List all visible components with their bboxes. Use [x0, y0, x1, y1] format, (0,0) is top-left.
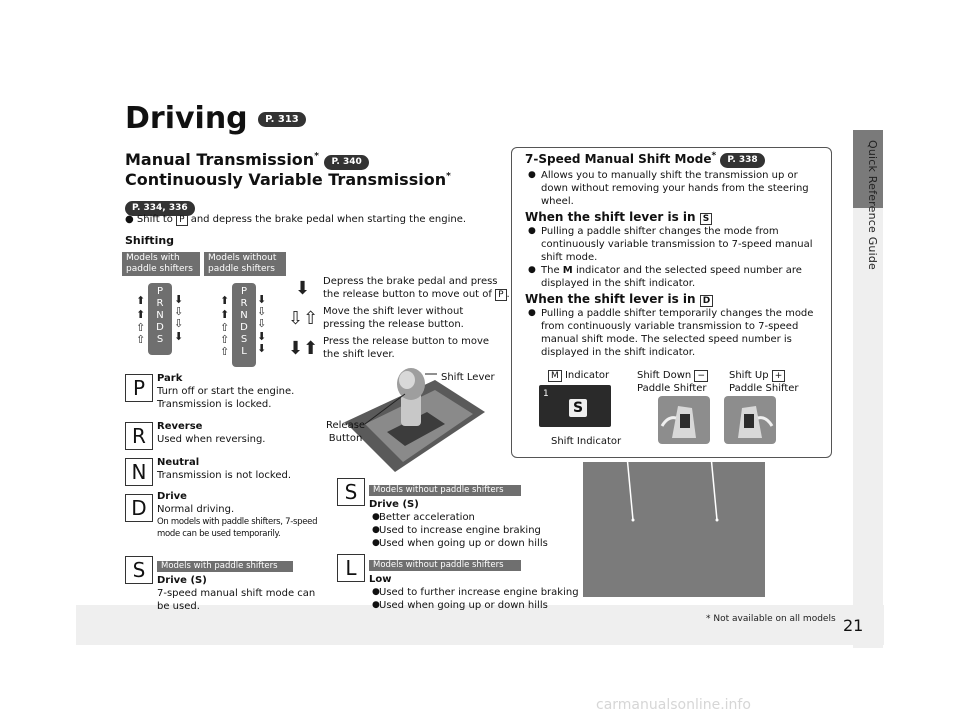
callout-ref[interactable]: P. 338 — [720, 153, 764, 168]
arrow-up-solid-icon: ⬆ — [136, 308, 146, 321]
line: shift mode. — [541, 252, 598, 263]
label-text: Indicator — [564, 370, 610, 381]
arrow-down-outline-icon: ⇩ — [174, 305, 184, 318]
arrow-down-solid-icon: ⬇ — [174, 330, 184, 343]
shift-down-label — [637, 369, 708, 395]
gear-title: Drive (S) — [369, 499, 419, 510]
arrow-down-solid-icon: ⬇ — [257, 342, 267, 355]
line-text: indicator and the selected speed number are — [575, 265, 802, 276]
models-header: Models without paddle shifters — [369, 485, 521, 496]
gate-letter: S — [156, 334, 164, 345]
arrows-solid-icon: ⬇⬆ — [288, 338, 319, 359]
line: ● Allows you to manually shift the transmission up or — [541, 170, 798, 181]
gear-sport-without — [369, 477, 548, 550]
shift-lever-label: Shift Lever — [441, 372, 495, 383]
gear-desc: Transmission is not locked. — [157, 470, 292, 481]
tag-line: paddle shifters — [208, 264, 275, 274]
bullet-text: Used when going up or down hills — [379, 600, 548, 611]
gear-desc: Transmission is locked. — [157, 399, 272, 410]
gear-d-box: D — [125, 494, 153, 522]
shift-indicator-label: Shift Indicator — [551, 436, 622, 447]
gear-title: Neutral — [157, 457, 200, 468]
line: displayed in the shift indicator. — [541, 347, 696, 358]
key-d: D — [700, 295, 713, 307]
gear-bullet — [369, 511, 548, 524]
bullet-text: Better acceleration — [379, 512, 475, 523]
arrow-up-outline-icon: ⇧ — [136, 321, 146, 334]
arrow-up-solid-icon: ⬆ — [136, 294, 146, 307]
gear-reverse — [157, 421, 265, 446]
key-minus: − — [694, 370, 708, 382]
line: ● Pulling a paddle shifter changes the mode from — [541, 226, 779, 237]
gear-title: Park — [157, 373, 183, 384]
shift-up-paddle-icon — [724, 396, 776, 444]
label-line: Release — [326, 420, 366, 431]
gear-s-box: S — [337, 478, 365, 506]
key-s: S — [700, 213, 712, 225]
callout-bullet — [525, 307, 825, 359]
key-plus: + — [772, 370, 786, 382]
gate-letter: R — [240, 298, 248, 309]
manual-transmission-text: Manual Transmission — [125, 150, 315, 169]
release-button-label — [326, 419, 365, 445]
instr-line: Press the release button to move — [323, 336, 490, 347]
gate-letter: L — [241, 346, 247, 357]
side-tab-label: Quick Reference Guide — [866, 140, 879, 270]
footnote: * Not available on all models — [706, 614, 836, 624]
label-line: Paddle Shifter — [729, 383, 799, 394]
arrow-down-solid-icon: ⬇ — [257, 293, 267, 306]
arrow-down-outline-icon: ⇩ — [257, 305, 267, 318]
models-header: Models without paddle shifters — [369, 560, 521, 571]
arrow-down-outline-icon: ⇩ — [257, 317, 267, 330]
arrow-down-solid-icon: ⬇ — [257, 330, 267, 343]
label-line: Paddle Shifter — [637, 383, 707, 394]
page-title-ref[interactable]: P. 313 — [258, 112, 306, 127]
gear-desc: Normal driving. — [157, 504, 235, 515]
arrow-up-solid-icon: ⬆ — [220, 308, 230, 321]
label-text: Shift Up — [729, 370, 769, 381]
subhead-text: When the shift lever is in — [525, 292, 696, 306]
tag-line: paddle shifters — [126, 264, 193, 274]
bullet-dot: ● — [125, 214, 134, 225]
gear-note: mode can be used temporarily. — [157, 529, 281, 539]
instruction-3 — [323, 335, 523, 361]
line: ● Pulling a paddle shifter temporarily changes the mode — [541, 308, 814, 319]
gate-letter: R — [156, 298, 164, 309]
arrow-up-solid-icon: ⬆ — [220, 294, 230, 307]
instr-line: the release button to move out of P . — [323, 289, 510, 300]
gate-letter: P — [156, 286, 164, 297]
instr-line: the shift lever. — [323, 349, 395, 360]
asterisk: * — [314, 151, 319, 162]
callout-subhead-s — [525, 210, 825, 225]
line: wheel. — [541, 196, 574, 207]
gear-bullet — [369, 537, 548, 550]
gear-desc: Used when reversing. — [157, 434, 266, 445]
models-header: Models with paddle shifters — [157, 561, 293, 572]
gear-sport-with — [157, 553, 315, 613]
arrow-down-solid-icon: ⬇ — [174, 293, 184, 306]
callout-title-text: 7-Speed Manual Shift Mode — [525, 152, 712, 166]
section-title-manual — [125, 150, 369, 170]
page-number: 21 — [843, 616, 864, 635]
bullet-text: Used to increase engine braking — [379, 525, 541, 536]
gear-title: Drive — [157, 491, 187, 502]
gate-letter: P — [240, 286, 248, 297]
arrow-up-outline-icon: ⇧ — [220, 321, 230, 334]
shift-up-label — [729, 369, 799, 395]
label-line — [637, 369, 708, 382]
m-indicator-label — [548, 369, 609, 382]
line: continuously variable transmission to 7-speed manual — [541, 239, 813, 250]
subhead-text: When the shift lever is in — [525, 210, 696, 224]
gear-note: On models with paddle shifters, 7-speed — [157, 517, 318, 527]
start-bullet-pre: Shift to — [136, 214, 173, 225]
label-line: Button — [328, 433, 363, 444]
gear-bullet — [369, 599, 579, 612]
arrow-down-solid-icon: ⬇ — [295, 278, 311, 299]
shift-indicator-display — [539, 385, 611, 427]
label-text: Shift Down — [637, 370, 692, 381]
callout-bullet — [525, 264, 825, 290]
gear-low — [369, 552, 579, 612]
line: from continuously variable transmission to 7-speed — [541, 321, 799, 332]
arrow-up-outline-icon: ⇧ — [220, 333, 230, 346]
shifting-heading: Shifting — [125, 234, 175, 247]
gear-bullet — [369, 524, 548, 537]
gear-r-box: R — [125, 422, 153, 450]
callout-title — [525, 151, 825, 168]
asterisk: * — [711, 151, 717, 161]
section-title-cvt — [125, 170, 451, 189]
callout-pointer — [583, 440, 765, 600]
instruction-2 — [323, 305, 523, 331]
gate-letter: S — [240, 334, 248, 345]
start-bullet — [125, 213, 466, 226]
gear-n-box: N — [125, 458, 153, 486]
callout-bullet — [525, 225, 825, 264]
gear-desc: be used. — [157, 601, 200, 612]
instr-line: Depress the brake pedal and press — [323, 276, 498, 287]
instr-line: Move the shift lever without — [323, 306, 464, 317]
label-line — [729, 369, 799, 382]
tag-with-paddles — [122, 252, 200, 276]
arrow-down-outline-icon: ⇩ — [174, 317, 184, 330]
gate-letter: N — [240, 310, 248, 321]
page-title-text: Driving — [125, 101, 248, 136]
callout-bullet — [525, 169, 825, 208]
gate-without-paddles — [232, 283, 256, 367]
arrow-up-outline-icon: ⇧ — [136, 333, 146, 346]
tag-line: Models with — [126, 253, 180, 263]
gear-title: Low — [369, 574, 392, 585]
bullet-text: Used to further increase engine braking — [379, 587, 579, 598]
gear-s-box: S — [125, 556, 153, 584]
gate-with-paddles — [148, 283, 172, 355]
arrow-up-outline-icon: ⇧ — [220, 345, 230, 358]
cvt-text: Continuously Variable Transmission — [125, 170, 447, 189]
key-m: M — [548, 370, 562, 382]
cvt-ref[interactable]: P. 334, 336 — [125, 201, 195, 216]
start-bullet-post: and depress the brake pedal when starting the engine. — [190, 214, 467, 225]
gear-neutral — [157, 457, 291, 482]
callout-subhead-d — [525, 292, 825, 307]
key-m: M — [562, 265, 573, 276]
gate-letter: D — [156, 322, 164, 333]
tag-without-paddles — [204, 252, 286, 276]
gear-park — [157, 373, 294, 411]
key-p: P — [176, 214, 187, 226]
gate-letter: D — [240, 322, 248, 333]
bullet-text: Used when going up or down hills — [379, 538, 548, 549]
gear-bullet — [369, 586, 579, 599]
gear-desc: Turn off or start the engine. — [157, 386, 295, 397]
shift-down-paddle-icon — [658, 396, 710, 444]
gear-drive — [157, 491, 317, 540]
manual-ref[interactable]: P. 340 — [324, 155, 368, 170]
gear-desc: 7-speed manual shift mode can — [157, 588, 316, 599]
callout-content — [525, 151, 825, 359]
page-title — [125, 101, 306, 136]
tag-line: Models without — [208, 253, 277, 263]
asterisk: * — [446, 171, 451, 182]
key-p: P — [495, 289, 506, 301]
display-gear: S — [569, 399, 587, 417]
instruction-1 — [323, 275, 523, 301]
arrows-outline-icon: ⇩⇧ — [288, 308, 319, 329]
gear-title: Drive (S) — [157, 575, 207, 586]
watermark: carmanualsonline.info — [596, 697, 751, 713]
gate-letter: N — [156, 310, 164, 321]
gear-l-box: L — [337, 554, 365, 582]
line-text: The — [541, 265, 560, 276]
display-number: 1 — [543, 389, 549, 399]
gear-title: Reverse — [157, 421, 203, 432]
line — [541, 264, 825, 277]
gear-p-box: P — [125, 374, 153, 402]
line: manual shift mode. The selected speed number is — [541, 334, 792, 345]
instr-text: the release button to move out of — [323, 289, 492, 300]
instr-line: pressing the release button. — [323, 319, 464, 330]
line: displayed in the shift indicator. — [541, 278, 696, 289]
line: down without removing your hands from the steering — [541, 183, 809, 194]
